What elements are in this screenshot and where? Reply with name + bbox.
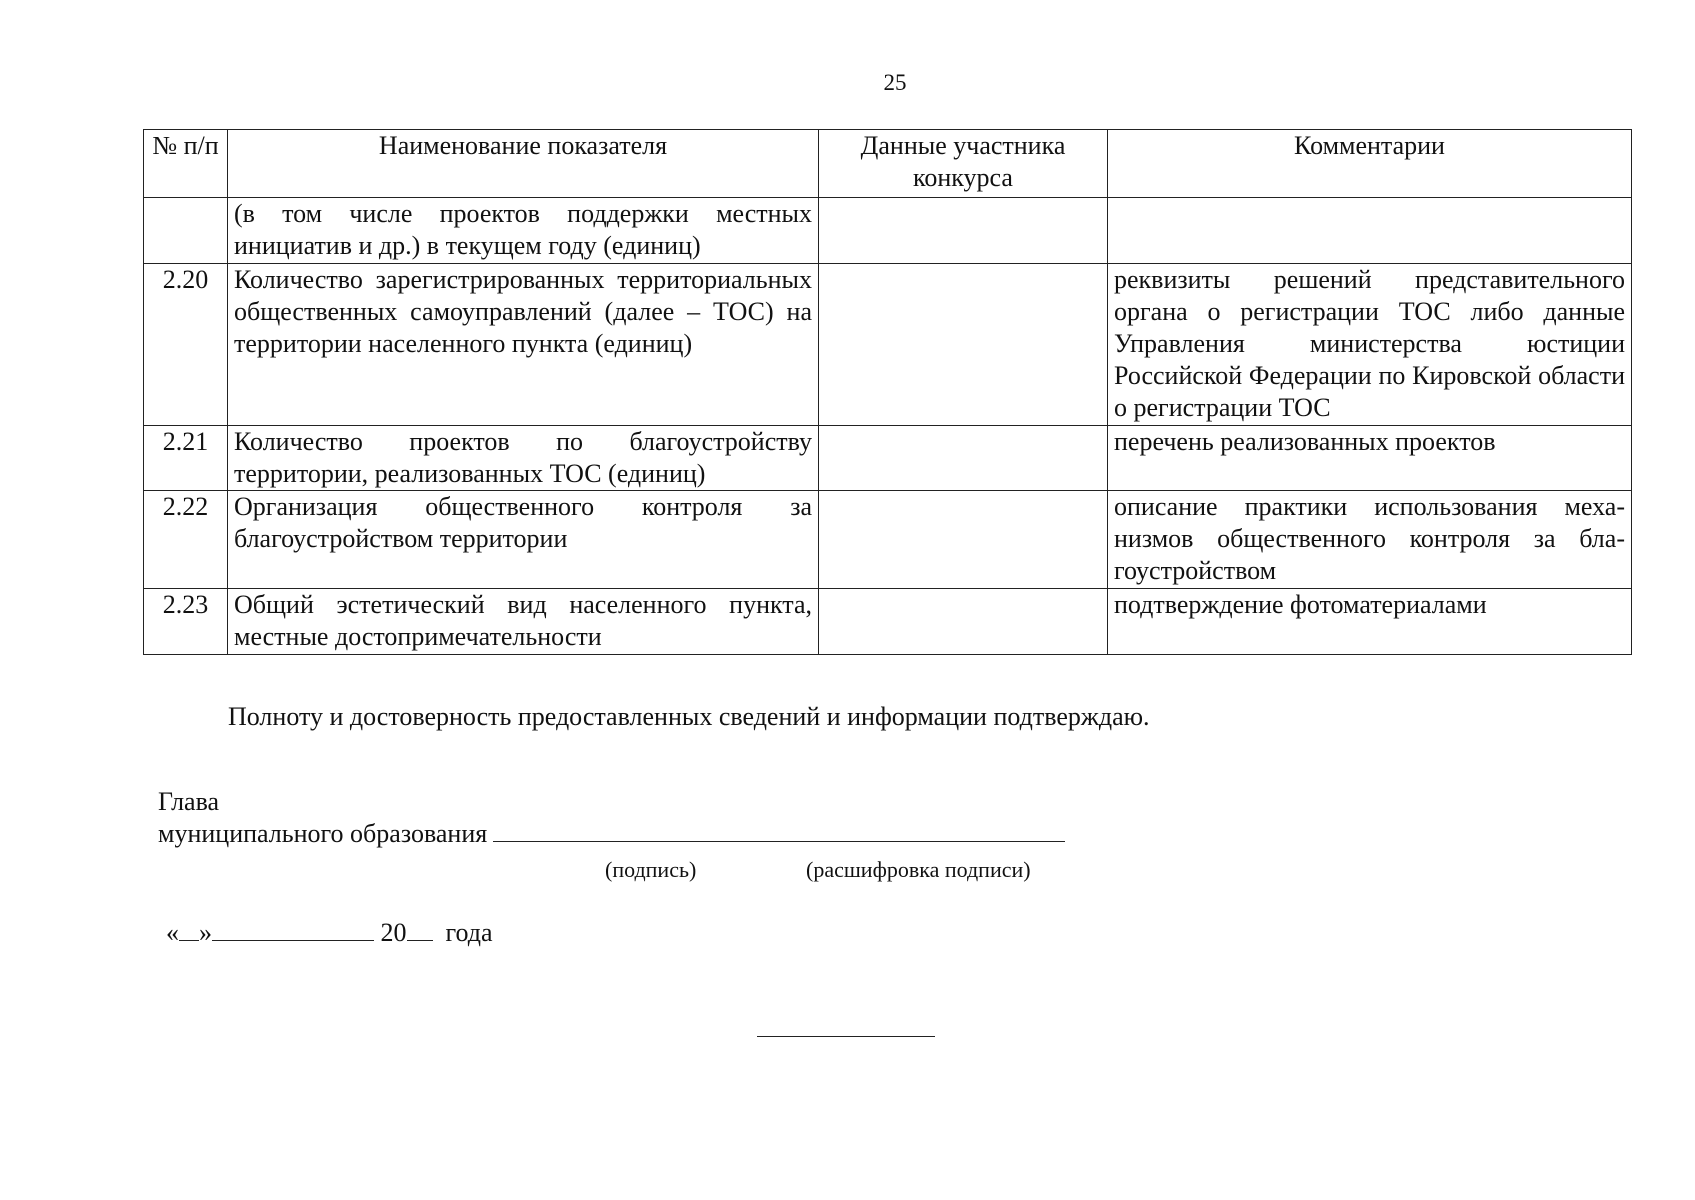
header-data: Данные участника конкурса xyxy=(819,130,1108,198)
row-comment: перечень реализованных проектов xyxy=(1108,426,1632,491)
signatory-title-line1: Глава xyxy=(158,787,220,816)
header-name: Наименование показателя xyxy=(228,130,819,198)
table-row xyxy=(144,198,1632,264)
row-comment: реквизиты решений представительного органа о регистрации ТОС либо данные Управления министерства юстиции Российской Федерации по Кировской области о регистрации ТОС xyxy=(1108,264,1632,426)
row-indicator-name: Организация общественного контроля за благоустройством территории xyxy=(228,491,819,589)
page-number: 25 xyxy=(883,70,907,95)
row-participant-data xyxy=(819,264,1108,426)
date-line xyxy=(166,918,493,948)
row-indicator-name: Общий эстетический вид населенного пункта, местные достопримечательности xyxy=(228,589,819,655)
indicators-table xyxy=(143,129,1632,655)
year-blank xyxy=(407,918,433,941)
table-header-row xyxy=(144,130,1632,198)
row-indicator-name: Количество проектов по благоустройству территории, реализованных ТОС (единиц) xyxy=(228,426,819,491)
row-participant-data xyxy=(819,198,1108,264)
signature-caption: (подпись) xyxy=(605,857,697,882)
row-participant-data xyxy=(819,491,1108,589)
signature-block xyxy=(158,786,1065,850)
signature-line xyxy=(493,819,1065,842)
date-close-quote: » xyxy=(199,918,212,947)
row-num: 2.20 xyxy=(144,264,228,426)
row-comment xyxy=(1108,198,1632,264)
row-participant-data xyxy=(819,589,1108,655)
header-comment: Комментарии xyxy=(1108,130,1632,198)
table-row xyxy=(144,426,1632,491)
confirmation-statement: Полноту и достоверность предоставленных сведений и информации подтверждаю. xyxy=(228,702,1150,731)
signature-decode-caption: (расшифровка подписи) xyxy=(806,857,1031,882)
row-indicator-name: Количество зарегистрированных территориальных общественных самоуправлений (далее – ТОС) на территории населенного пункта (единиц) xyxy=(228,264,819,426)
table-row xyxy=(144,491,1632,589)
closing-rule xyxy=(757,1036,935,1037)
date-suffix: года xyxy=(445,918,493,947)
signatory-title-line2: муниципального образования xyxy=(158,819,488,848)
row-num xyxy=(144,198,228,264)
row-comment: подтверждение фотоматериалами xyxy=(1108,589,1632,655)
row-num: 2.22 xyxy=(144,491,228,589)
table-row xyxy=(144,264,1632,426)
date-open-quote: « xyxy=(166,918,179,947)
table-row xyxy=(144,589,1632,655)
row-indicator-name: (в том числе проектов поддержки местных инициатив и др.) в текущем году (единиц) xyxy=(228,198,819,264)
row-num: 2.21 xyxy=(144,426,228,491)
header-num: № п/п xyxy=(144,130,228,198)
row-num: 2.23 xyxy=(144,589,228,655)
month-blank xyxy=(212,918,374,941)
day-blank xyxy=(179,918,199,941)
row-participant-data xyxy=(819,426,1108,491)
row-comment: описание практики использования механизмов общественного контроля за благоустройством xyxy=(1108,491,1632,589)
date-century: 20 xyxy=(380,918,407,947)
